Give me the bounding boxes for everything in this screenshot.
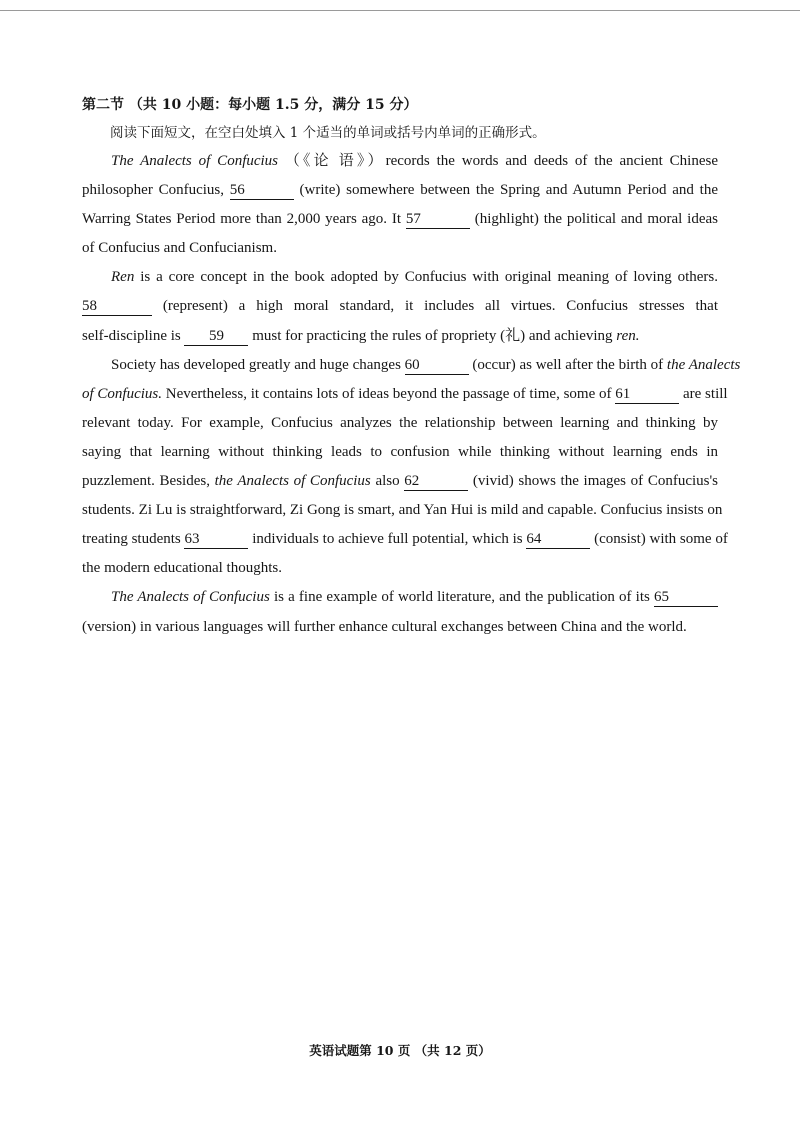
blank-62[interactable]: 62 — [404, 473, 468, 491]
text-run: (vivid) shows the images of Confucius's — [472, 473, 719, 490]
book-title: the Analects — [666, 356, 741, 373]
text-run: Warring States Period more than 2,000 years ago. It — [82, 211, 402, 228]
blank-61[interactable]: 61 — [615, 386, 679, 404]
blank-60[interactable]: 60 — [405, 357, 469, 375]
text-run: （《论 语》）records the words and deeds of the ancient Chinese — [284, 153, 719, 169]
blank-64[interactable]: 64 — [526, 531, 590, 549]
paragraph-1-line-4: of Confucius and Confucianism. — [82, 240, 277, 257]
text-run: is a core concept in the book adopted by Confucius with original meaning of loving others. — [140, 269, 718, 286]
book-title: The Analects of Confucius — [111, 589, 270, 606]
paragraph-2-line-3 — [82, 322, 718, 351]
term-ren: Ren — [111, 269, 135, 286]
paragraph-2 — [82, 263, 718, 350]
text-run: is a fine example of world literature, and the publication of its — [273, 589, 650, 606]
book-title: of Confucius. — [82, 385, 163, 402]
paragraph-3-line-8: the modern educational thoughts. — [82, 560, 282, 577]
text-run: individuals to achieve full potential, which is — [252, 531, 523, 548]
book-title: the Analects of Confucius — [214, 473, 371, 490]
paragraph-4-line-2: (version) in various languages will further enhance cultural exchanges between China and the world. — [82, 618, 687, 635]
blank-63[interactable]: 63 — [184, 531, 248, 549]
paragraph-1-line-3 — [82, 205, 718, 234]
text-run: (highlight) the political and moral ideas — [474, 211, 719, 228]
blank-59[interactable]: 59 — [184, 328, 248, 346]
blank-56[interactable]: 56 — [230, 182, 294, 200]
paragraph-1-line-1 — [82, 147, 718, 176]
text-run: treating students — [82, 531, 181, 548]
text-run: Nevertheless, it contains lots of ideas beyond the passage of time, some of — [165, 385, 612, 402]
paragraph-1-line-2 — [82, 176, 718, 205]
paragraph-3-line-1 — [82, 351, 741, 380]
paragraph-4 — [82, 583, 718, 641]
text-run: (consist) with some of — [594, 531, 728, 548]
section-title: 第二节 （共 10 小题：每小题 1.5 分，满分 15 分） — [82, 97, 418, 113]
paragraph-1 — [82, 147, 718, 263]
text-run: (write) somewhere between the Spring and Autumn Period and the — [299, 182, 718, 199]
paragraph-4-line-1 — [82, 583, 718, 612]
text-run: Society has developed greatly and huge changes — [111, 356, 401, 373]
blank-65[interactable]: 65 — [654, 589, 718, 607]
blank-57[interactable]: 57 — [406, 211, 470, 229]
text-run: also — [375, 473, 400, 490]
paragraph-2-line-2 — [82, 292, 718, 321]
text-run: (occur) as well after the birth of — [472, 356, 664, 373]
text-run: self-discipline is — [82, 327, 181, 344]
page-footer: 英语试题第 10 页 （共 12 页） — [309, 1043, 491, 1058]
paragraph-3-line-6: students. Zi Lu is straightforward, Zi Gong is smart, and Yan Hui is mild and capable. Confucius insists on — [82, 502, 723, 519]
paragraph-3 — [82, 351, 741, 584]
paragraph-3-line-3: relevant today. For example, Confucius analyzes the relationship between learning and thinking by — [82, 414, 718, 431]
text-run: (represent) a high moral standard, it includes all virtues. Confucius stresses that — [162, 298, 718, 315]
book-title: The Analects of Confucius — [111, 153, 279, 169]
paragraph-3-line-4: saying that learning without thinking leads to confusion while thinking without learning ends in — [82, 443, 718, 460]
paragraph-2-line-1 — [82, 263, 718, 292]
top-rule — [0, 10, 800, 11]
paragraph-3-line-2 — [82, 380, 728, 409]
text-run: puzzlement. Besides, — [82, 473, 210, 490]
term-ren: ren. — [616, 327, 640, 344]
paragraph-3-line-5 — [82, 467, 718, 496]
section-instruction: 阅读下面短文，在空白处填入 1 个适当的单词或括号内单词的正确形式。 — [110, 125, 546, 141]
blank-58[interactable]: 58 — [82, 298, 152, 316]
text-run: philosopher Confucius, — [82, 182, 225, 199]
exam-section — [82, 91, 741, 642]
text-run: must for practicing the rules of propriety (礼) and achieving — [252, 327, 613, 344]
paragraph-3-line-7 — [82, 525, 728, 554]
text-run: are still — [683, 385, 728, 402]
